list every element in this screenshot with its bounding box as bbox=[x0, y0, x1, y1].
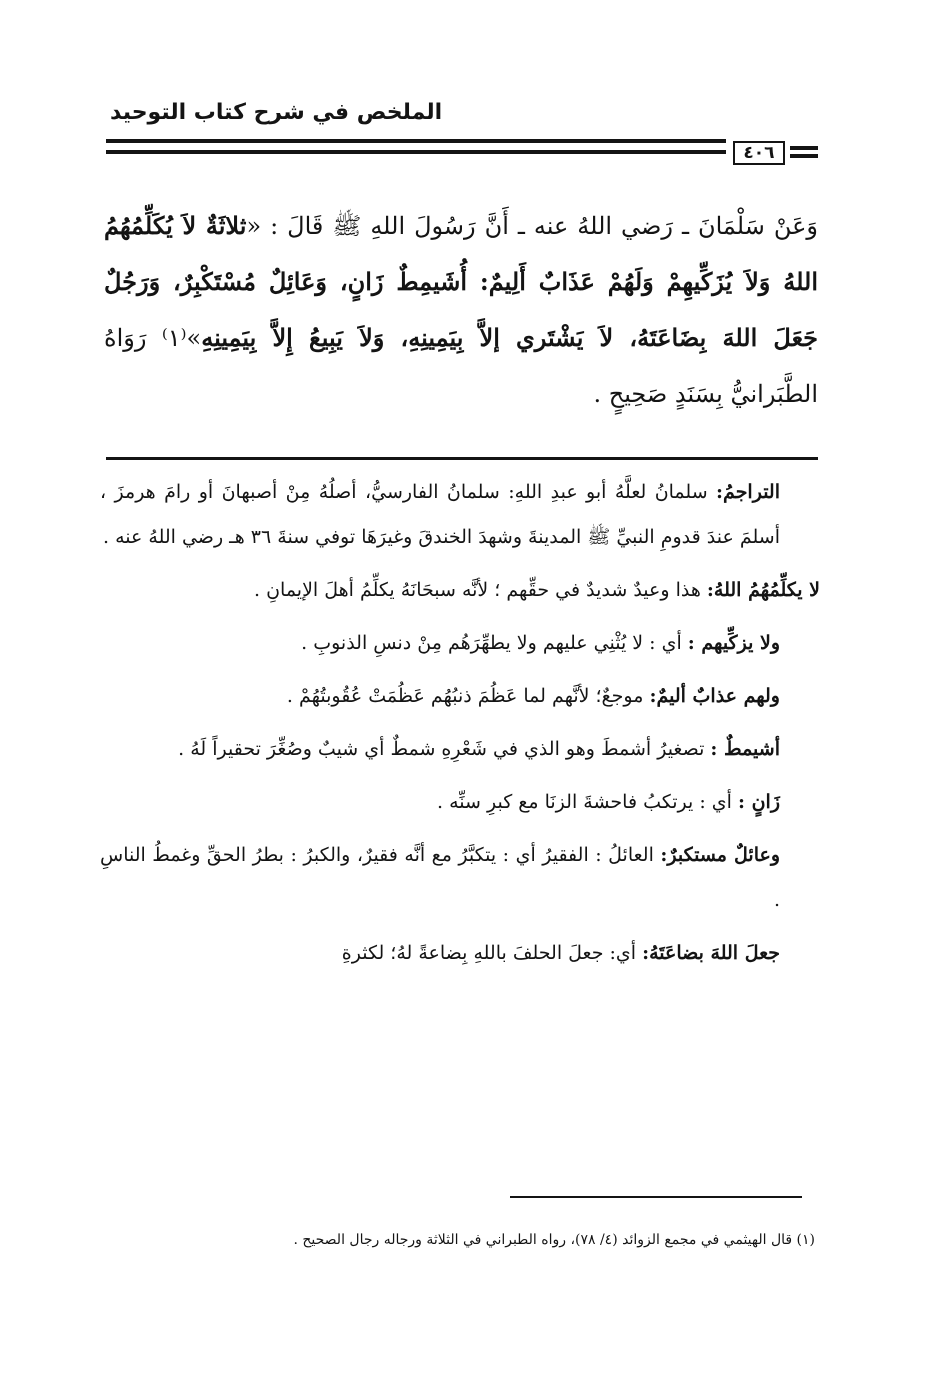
term-explanation: هذا وعيدٌ شديدٌ في حقِّهم ؛ لأنَّه سبحَانَهُ يكلِّمُ أهلَ الإيمانِ . bbox=[254, 579, 707, 601]
term-label: أشيمطٌ : bbox=[710, 738, 780, 760]
footnote-divider bbox=[510, 1196, 802, 1198]
hadith-source: »⁽١⁾ رَوَاهُ الطَّبَرانيُّ بِسَنَدٍ صَحِيحٍ . bbox=[104, 324, 818, 408]
section-divider bbox=[106, 457, 818, 460]
commentary-item-merchandise bbox=[100, 931, 820, 976]
commentary-item-arrogant-poor bbox=[100, 833, 820, 923]
term-explanation: موجعٌ؛ لأنَّهم لما عَظُمَ ذنبُهُم عَظُمَتْ عُقُوبتُهُمْ . bbox=[286, 685, 650, 707]
page-number: ٤٠٦ bbox=[733, 141, 785, 165]
term-label: لا يكلِّمُهُمُ اللهُ: bbox=[706, 579, 820, 601]
term-explanation: تصغيرُ أشمطَ وهو الذي في شَعْرِهِ شمطٌ أي شيبٌ وصُغِّرَ تحقيراً لَهُ . bbox=[178, 738, 711, 760]
term-label: ولهم عذابٌ أليمٌ: bbox=[649, 685, 780, 707]
term-label: جعلَ اللهَ بضاعَتَهُ: bbox=[642, 942, 780, 964]
term-explanation: سلمانُ لعلَّهُ أبو عبدِ اللهِ: سلمانُ الفارسيُّ، أصلُهُ مِنْ أصبهانَ أو رامَ هرمزَ ، أسلمَ عندَ قدومِ النبيِّ ﷺ المدينةَ وشهدَ الخندقَ وغيرَهَا توفي سنةَ ٣٦ هـ رضي اللهُ عنه . bbox=[100, 481, 780, 548]
term-explanation: أي : يرتكبُ فاحشةَ الزنَا مع كبرِ سنِّه . bbox=[437, 791, 738, 813]
page-number-bar-top bbox=[790, 146, 818, 150]
commentary bbox=[100, 470, 820, 984]
page-number-bar-bottom bbox=[790, 154, 818, 158]
book-title: الملخص في شرح كتاب التوحيد bbox=[110, 100, 443, 125]
footnote: (١) قال الهيثمي في مجمع الزوائد (٤/ ٧٨)، رواه الطبراني في الثلاثة ورجاله رجال الصحيح . bbox=[293, 1232, 815, 1248]
commentary-item-biographies bbox=[100, 470, 820, 560]
term-label: وعائلٌ مستكبرٌ: bbox=[660, 844, 781, 866]
hadith-body: ثلاثَةٌ لاَ يُكَلِّمُهُمُ اللهُ وَلاَ يُزَكِّيهِمْ وَلَهُمْ عَذَابٌ أَلِيمٌ: أُشَيمِطٌ زَانٍ، وَعَائِلٌ مُسْتَكْبِرٌ، وَرَجُلٌ جَعَلَ اللهَ بِضَاعَتَهُ، لاَ يَشْتَري إلاَّ بِيَمِينِهِ، وَلاَ يَبِيعُ إِلاَّ بِيَمِينِهِ bbox=[104, 211, 818, 352]
term-label: ولا يزكِّيهم : bbox=[687, 632, 780, 654]
term-explanation: أي: جعلَ الحلفَ باللهِ بِضاعةً لهُ؛ لكثرةِ bbox=[341, 942, 643, 964]
header-rule-bottom bbox=[106, 150, 726, 154]
term-label: التراجمُ: bbox=[716, 481, 780, 503]
hadith-narrator: وَعَنْ سَلْمَانَ ـ رَضي اللهُ عنه ـ أَنَّ رَسُولَ اللهِ ﷺ قَالَ : « bbox=[246, 212, 819, 240]
term-explanation: العائلُ : الفقيرُ أي : يتكبَّرُ مع أنَّه فقيرٌ، والكبرُ : بطرُ الحقِّ وغمطُ الناسِ . bbox=[100, 844, 780, 911]
commentary-item-painful-punishment bbox=[100, 674, 820, 719]
commentary-item-adulterer bbox=[100, 780, 820, 825]
hadith-text bbox=[104, 198, 818, 422]
term-label: زَانٍ : bbox=[737, 791, 780, 813]
commentary-item-not-speak bbox=[100, 568, 820, 613]
header-rule-top bbox=[106, 139, 726, 143]
commentary-item-ushaymit bbox=[100, 727, 820, 772]
commentary-item-not-purify bbox=[100, 621, 820, 666]
term-explanation: أي : لا يُثْنِي عليهم ولا يطهِّرَهُم مِنْ دنسِ الذنوبِ . bbox=[301, 632, 688, 654]
